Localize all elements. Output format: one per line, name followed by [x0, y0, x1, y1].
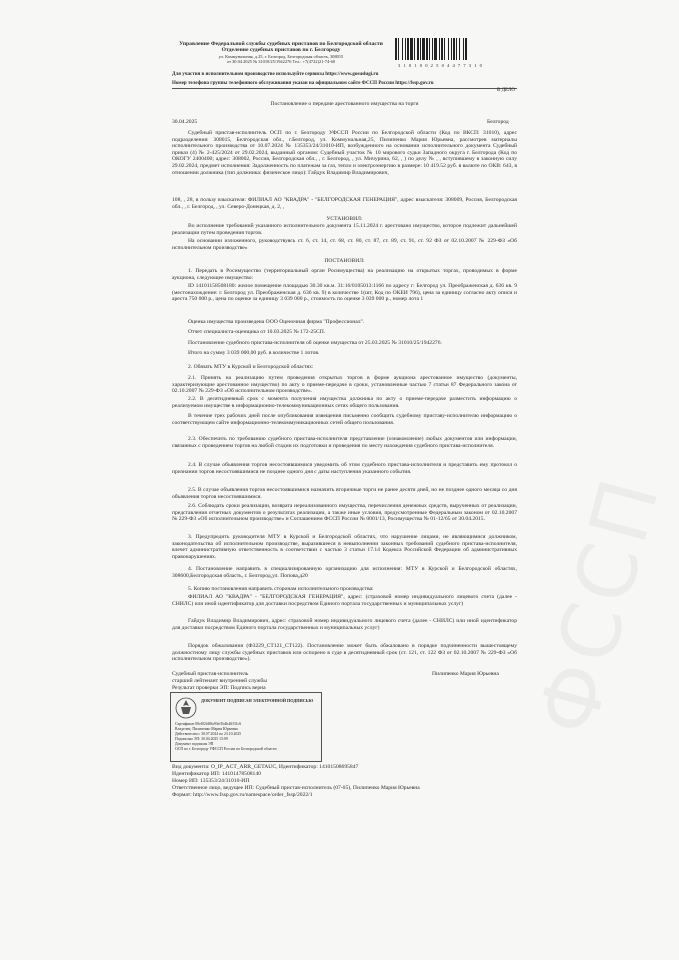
- claimant-paragraph: 108, , 28, в пользу взыскателя: ФИЛИАЛ АО "КВАДРА" - "БЕЛГОРОДСКАЯ ГЕНЕРАЦИЯ", адрес взыскателя: 308009, Россия, Белгородская обл., , г. Белгород, , ул. Северо-Донецкая, д. 2, ,: [172, 197, 517, 210]
- para-2-3: 2.3. Обеспечить по требованию судебного пристава-исполнителя представление (ознакомление) любых документов или информации, связанных с проведением торгов на любой стадии их подготовки и проведения по месту нахождения судебного пристава-исполнителя.: [172, 436, 517, 449]
- org-phone: от 30.04.2025 № 31010/25/1942276 Тел.: +7(4722)21-74-60: [226, 58, 336, 64]
- item-1: 1. Передать в Росимущество (территориальный орган Росимущества) на реализацию на открытых торгах, проводимых в форме аукциона, следующее имущество:: [172, 268, 517, 281]
- in-case-label: В ДЕЛО: [497, 88, 515, 93]
- signer-role-2: старший лейтенант внутренней службы: [172, 678, 267, 684]
- appraisal-line3: Постановление судебного пристава-исполнителя об оценке имущества от 25.03.2025 № 31010/25/1942276.: [188, 340, 442, 346]
- footer-type: Вид документа: O_IP_ACT_ARR_GETAUC, Идентификатор: 14101508695847: [172, 764, 359, 770]
- gosuslugi-line: Для участия в исполнительном производстве используйте сервисы https://www.gosuslugi.ru: [172, 72, 379, 77]
- header-block: [172, 41, 390, 64]
- para-2-2b: В течение трех рабочих дней после опубликования извещения письменно сообщить судебному приставу-исполнителю информацию о соответствующем сайте информационно-телекоммуникационных сетей общего пользования.: [172, 413, 517, 426]
- total-line: Итого на сумму 3 039 000,00 руб. в количестве 1 лотов.: [188, 350, 320, 356]
- footer-id-ip: Идентификатор ИП: 14101478508140: [172, 771, 261, 777]
- seal-line5: Документ подписан ЭП: [175, 742, 214, 746]
- seal-line1: Сертификат 00ef02fd8fa93ef1b4b4fff31c6: [175, 722, 242, 726]
- document-city: Белгород: [487, 119, 509, 125]
- resolved-heading: ПОСТАНОВИЛ:: [324, 258, 365, 264]
- appraisal-line2: Отчет специалиста-оценщика от 10.03.2025 № 172-25СП.: [188, 329, 326, 335]
- org-line2: Отделение судебных приставов по г. Белгороду: [221, 47, 341, 54]
- item-3: 3. Предупредить руководителя МТУ в Курской и Белгородской областях, что нарушение лицами, не являющимися должником, законодательства об исполнительном производстве, выразившееся в невыполнении законных требований судебного пристава-исполнителя, влечет административную ответственность в соответствии с частью 3 статьи 17.14 Кодекса Российской Федерации об административных правонарушениях.: [172, 534, 517, 560]
- para-2-6: 2.6. Соблюдать сроки реализации, возврата нереализованного имущества, перечисления денежных средств, вырученных от реализации, представления отчетных документов о результатах реализации, а также иные условия, предусмотренные Федеральным законом от 02.10.2007 № 229-ФЗ «Об исполнительном производстве» и Соглашением ФССП России № 0001/13, Росимущества № 01-12/65 от 30.04.2015.: [172, 503, 517, 523]
- property-description: ID 14101158508180: жилое помещение площадью 30.30 кв.м. 31:16/0105013:1166 по адресу г: Белгород ул. Преображенская д. 636 кв. 9 (местонахождение: г. Белгород ул. Преображенская д. 636 кв. 9) в количестве 1(шт, Код по ОКЕИ 796), цена за единицу согласно акту описи и ареста 750 000 р., цена по оценке за единицу 3 039 000 р., стоимость по оценке 3 039 000 р., номер лота 1: [172, 283, 517, 303]
- item-5: 5. Копию постановления направить сторонам исполнительного производства:: [188, 586, 374, 592]
- org-line1: Управление Федеральной службы судебных приставов по Белгородской области: [179, 41, 383, 47]
- org-address: ул. Коммунальная, д.25, г. Белгород, Белгородская область, 308015: [218, 53, 344, 59]
- established-text: Во исполнение требований указанного исполнительного документа 15.11.2024 г. арестовано имущество, которое подлежит дальнейшей реализации путем проведения торгов.: [172, 223, 517, 236]
- ep-check: Результат проверки ЭП: Подпись верна: [172, 685, 266, 691]
- appraisal-line1: Оценка имущества произведена ООО Оценочная фирма "Профессионал".: [188, 319, 365, 325]
- legal-basis: На основании изложенного, руководствуясь ст. 6, ст. 14, ст. 68, ст. 80, ст. 87, ст. 89, ст. 91, ст. 92 ФЗ от 02.10.2007 № 229-ФЗ «Об исполнительном производстве»: [172, 238, 517, 251]
- recipient-2: Гайдук Владимир Владимирович, адрес: страховой номер индивидуального лицевого счета (далее - СНИЛС) или иной идентификатор для доставки посредством Единого портала государственных и муниципальных услуг): [172, 618, 517, 631]
- document-date: 30.04.2025: [172, 119, 198, 125]
- hotline-line: Номер телефона группы телефонного обслуживания указан на официальном сайте ФССП России https://fssp.gov.ru: [172, 81, 434, 86]
- intro-paragraph: Судебный пристав-исполнитель ОСП по г. Белгороду УФССП России по Белгородской области (Код по ВКСП: 31010), адрес подразделения: 308015, Белгородская обл., г.Белгород, ул. Коммунальная,25, Пилипенко Мария Юрьевна, рассмотрев материалы исполнительного производства от 10.07.2024 № 135353/24/31010-ИП, возбужденного на основании исполнительного документа Судебный приказ (4) № 2-425/2024 от 29.02.2024, выданный органом: Судебный участок № 10 мирового судьи Западного округа г. Белгорода (Код по ОКОГУ 2400400; адрес: 308002, Россия, Белгородская обл., , г. Белгород, , ул. Мичурина, 62, , ) по делу № , , вступившему в законную силу 29.02.2024, предмет исполнения: Задолженность по платежам за газ, тепло и электроэнергию в размере: 10 419.52 руб. в валюте по ОКВ: 643, в отношении должника (тип должника: физическое лицо): Гайдук Владимир Владимирович,: [172, 130, 517, 176]
- barcode-number: 3 1 0 1 0 0 2 5 0 4 4 7 7 3 1 0: [398, 63, 483, 68]
- barcode-image: [395, 38, 515, 64]
- para-2-2: 2.2. В десятидневный срок с момента получения имущества должника по акту о приеме-передаче разместить информацию о реализуемом имуществе в информационно-телекоммуникационных сетях общего пользования.: [172, 396, 517, 409]
- document-title: Постановление о передаче арестованного имущества на торги: [270, 101, 419, 107]
- para-2-1: 2.1. Принять на реализацию путем проведения открытых торгов в форме аукциона арестованное имущество (документы, характеризующие арестованное имущество) по акту о приеме-передаче в сроки, установленные частью 7 статьи 87 Федерального закона от 02.10.2007 № 229-ФЗ «Об исполнительном производстве».: [172, 375, 517, 395]
- footer-num-ip: Номер ИП: 135353/24/31010-ИП: [172, 778, 250, 784]
- header-rule: [172, 88, 517, 89]
- emblem-icon: [175, 697, 197, 719]
- e-signature-stamp: [170, 692, 322, 762]
- recipient-1: ФИЛИАЛ АО "КВАДРА" - "БЕЛГОРОДСКАЯ ГЕНЕРАЦИЯ", адрес: (страховой номер индивидуального лицевого счета (далее - СНИЛС) или иной идентификатор для доставки посредством Единого портала государственных и муниципальных услуг): [172, 594, 517, 607]
- seal-heading: ДОКУМЕНТ ПОДПИСАН ЭЛЕКТРОННОЙ ПОДПИСЬЮ: [201, 698, 314, 703]
- seal-line3: Действителен с 30.07.2024 по 23.10.2025: [175, 732, 242, 736]
- established-heading: УСТАНОВИЛ:: [326, 216, 363, 222]
- footer-format: Формат: http://www.fssp.gov.ru/namespace/order_fssp/2022/1: [172, 792, 313, 798]
- signer-name: Пилипенко Мария Юрьевна: [432, 671, 499, 677]
- para-2-5: 2.5. В случае объявления торгов несостоявшимися назначить вторичные торги не ранее десяти дней, но не позднее одного месяца со дня объявления торгов несостоявшимися.: [172, 487, 517, 500]
- signer-role-1: Судебный пристав-исполнитель: [172, 671, 249, 677]
- appeal-paragraph: Порядок обжалования (Ф3229_СТ121_СТ122). Постановление может быть обжаловано в порядке подчиненности вышестоящему должностному лицу службы судебных приставов или оспорено в суде в десятидневный срок (ст. 121, ст. 122 ФЗ от 02.10.2007 № 229-ФЗ «Об исполнительном производстве»).: [172, 643, 517, 663]
- footer-responsible: Ответственное лицо, ведущее ИП: Судебный пристав-исполнитель (07-05), Пилипенко Мария Юрьевна: [172, 785, 420, 791]
- seal-line4: Подписано ЭП: 30.04.2025 13:09: [175, 737, 228, 741]
- para-2-4: 2.4. В случае объявления торгов несостоявшимися уведомить об этом судебного пристава-исполнителя и представить ему протокол о признании торгов несостоявшимися не позднее одного дня с даты наступления указанного события.: [172, 462, 517, 475]
- item-4: 4. Постановление направить в специализированную организацию для исполнения: МТУ в Курской и Белгородской областях, 308600,Белгородская область, г. Белгород,ул. Попова,д20: [172, 566, 517, 579]
- seal-line6: ОСП по г. Белгороду УФССП России по Белгородской области: [175, 747, 277, 751]
- item-2: 2. Обязать МТУ в Курской и Белгородской областях:: [188, 364, 314, 370]
- background-watermark: ФССП: [520, 464, 679, 745]
- seal-line2: Владелец: Пилипенко Мария Юрьевна: [175, 727, 238, 731]
